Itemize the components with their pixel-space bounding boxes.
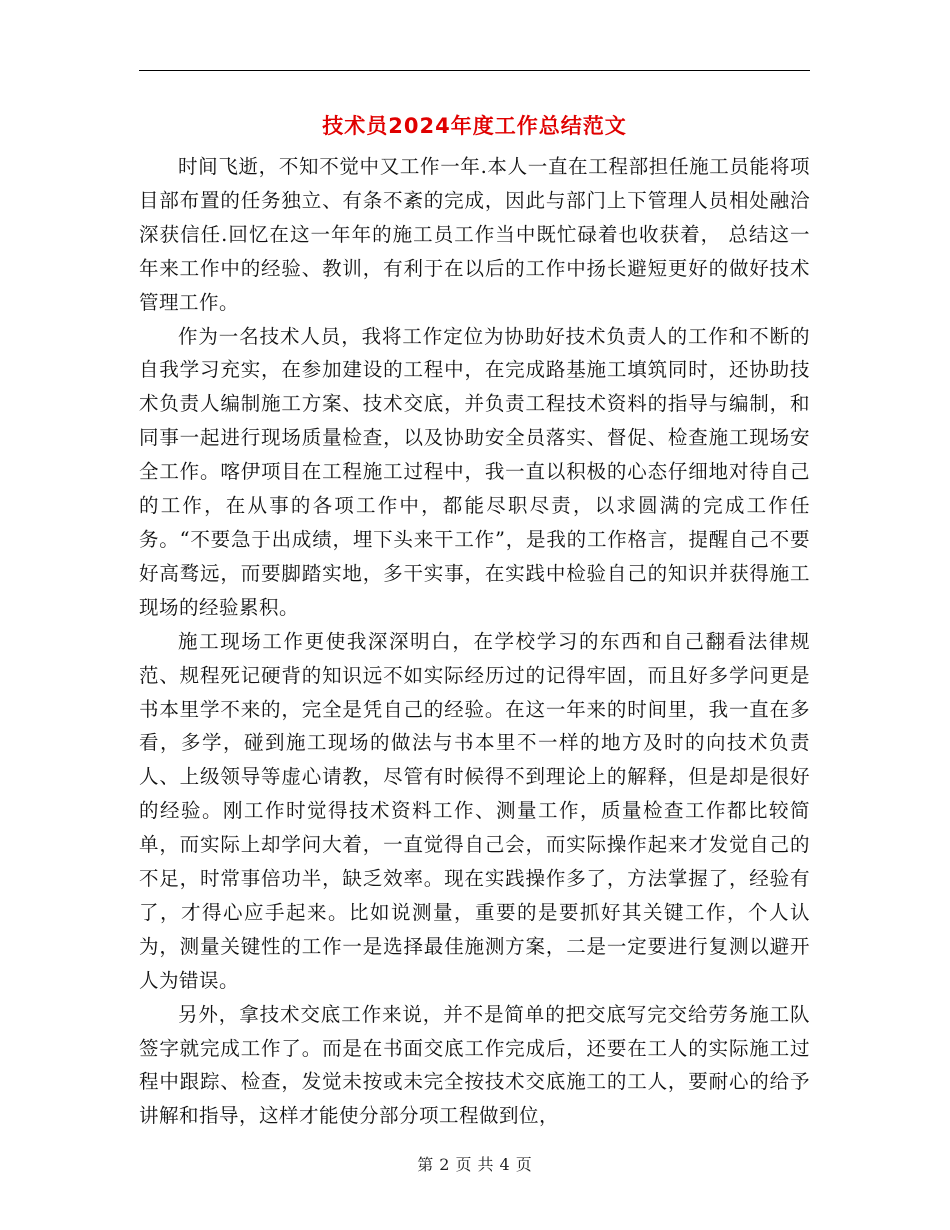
- footer-prefix: 第: [417, 1155, 434, 1174]
- paragraph-2: 作为一名技术人员，我将工作定位为协助好技术负责人的工作和不断的自我学习充实，在参加建设的工程中，在完成路基施工填筑同时，还协助技术负责人编制施工方案、技术交底，并负责工程技术资料的指导与编制，和同事一起进行现场质量检查，以及协助安全员落实、督促、检查施工现场安全工作。喀伊项目在工程施工过程中，我一直以积极的心态仔细地对待自己的工作，在从事的各项工作中，都能尽职尽责，以求圆满的完成工作任务。“不要急于出成绩，埋下头来干工作”，是我的工作格言，提醒自己不要好高骛远，而要脚踏实地，多干实事，在实践中检验自己的知识并获得施工现场的经验累积。: [139, 324, 810, 619]
- footer-page-word: 页: [455, 1155, 472, 1174]
- paragraph-3: 施工现场工作更使我深深明白，在学校学习的东西和自己翻看法律规范、规程死记硬背的知识远不如实际经历过的记得牢固，而且好多学问更是书本里学不来的，完全是凭自己的经验。在这一年来的时间里，我一直在多看，多学，碰到施工现场的做法与书本里不一样的地方及时的向技术负责人、上级领导等虚心请教，尽管有时候得不到理论上的解释，但是却是很好的经验。刚工作时觉得技术资料工作、测量工作，质量检查工作都比较简单，而实际上却学问大着，一直觉得自己会，而实际操作起来才发觉自己的不足，时常事倍功半，缺乏效率。现在实践操作多了，方法掌握了，经验有了，才得心应手起来。比如说测量，重要的是要抓好其关键工作，个人认为，测量关键性的工作一是选择最佳施测方案，二是一定要进行复测以避开人为错误。: [139, 629, 810, 992]
- document-body: [139, 150, 810, 1133]
- footer-page-number: 2: [439, 1155, 450, 1174]
- footer-suffix: 页: [515, 1155, 532, 1174]
- footer-total-pages: 4: [499, 1155, 510, 1174]
- document-title: 技术员2024年度工作总结范文: [322, 114, 627, 138]
- page-footer: [139, 1153, 810, 1177]
- footer-of: 共: [477, 1155, 494, 1174]
- paragraph-4: 另外，拿技术交底工作来说，并不是简单的把交底写完交给劳务施工队签字就完成工作了。而是在书面交底工作完成后，还要在工人的实际施工过程中跟踪、检查，发觉未按或未完全按技术交底施工的工人，要耐心的给予讲解和指导，这样才能使分部分项工程做到位，: [139, 1002, 810, 1128]
- paragraph-1: 时间飞逝，不知不觉中又工作一年.本人一直在工程部担任施工员能将项目部布置的任务独立、有条不紊的完成，因此与部门上下管理人员相处融洽深获信任.回忆在这一年年的施工员工作当中既忙碌着也收获着， 总结这一年来工作中的经验、教训，有利于在以后的工作中扬长避短更好的做好技术管理工作。: [139, 155, 810, 314]
- header-rule: [139, 70, 810, 71]
